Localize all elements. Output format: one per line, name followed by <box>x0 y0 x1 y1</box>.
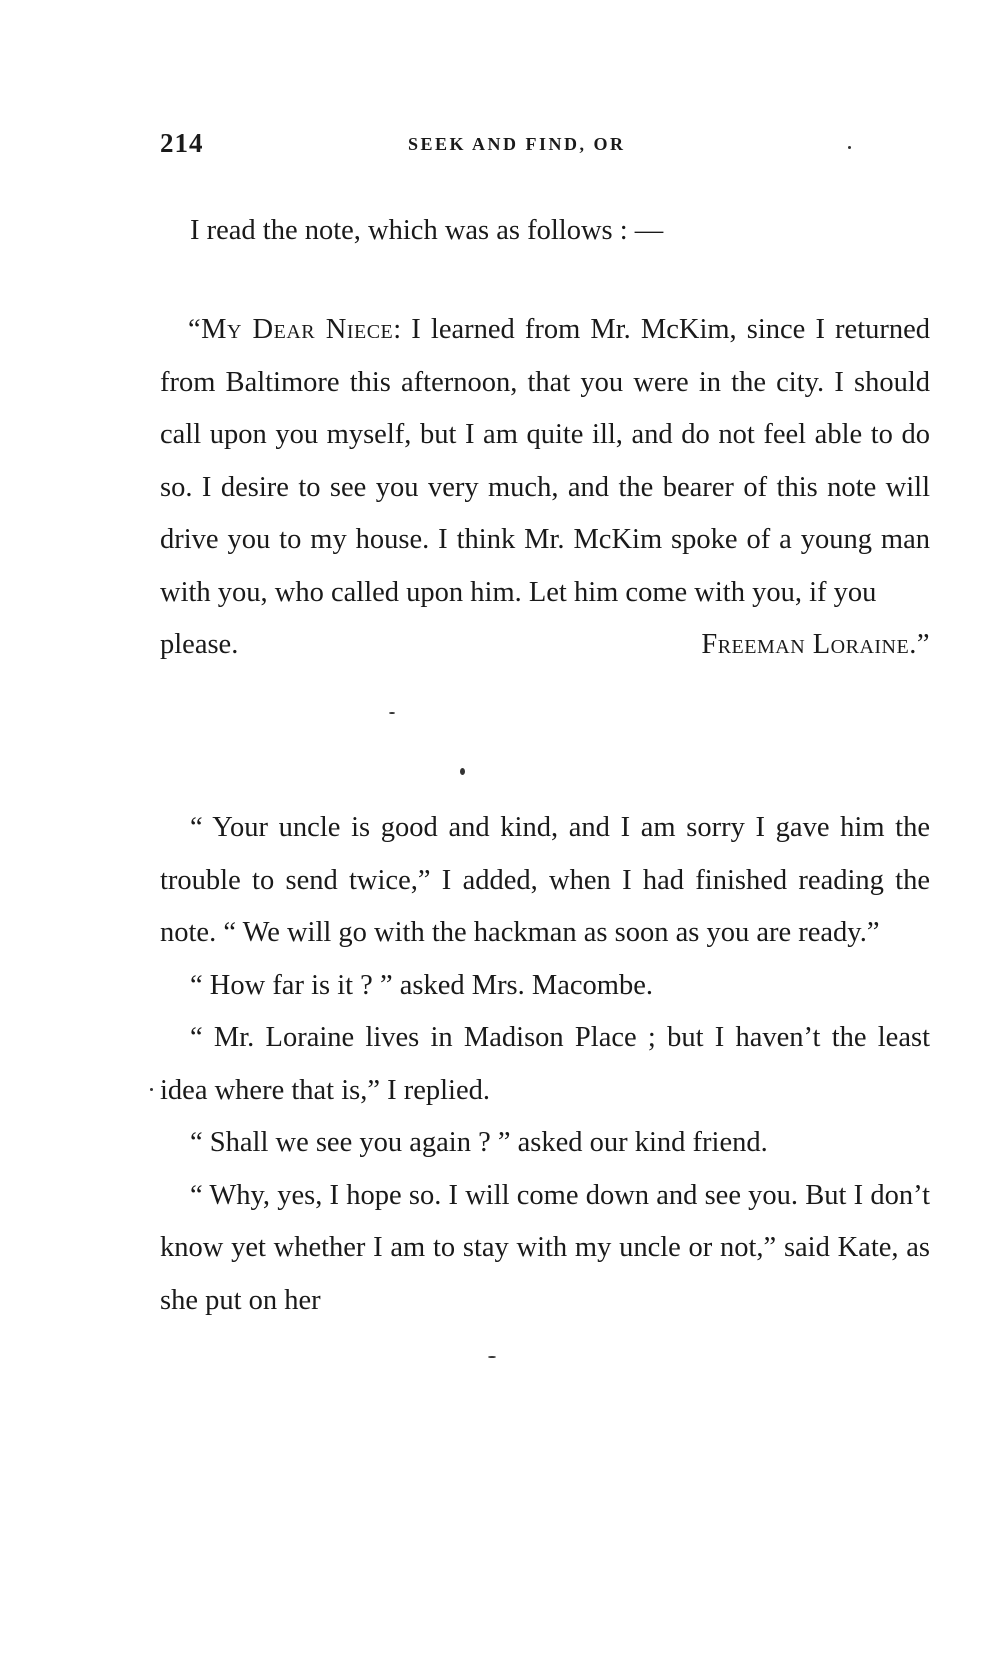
intro-line: I read the note, which was as follows : — <box>190 215 664 246</box>
letter-signature: Freeman Loraine.” <box>701 629 930 660</box>
page-header <box>160 128 930 168</box>
print-speck <box>150 1088 153 1091</box>
quoted-letter <box>160 304 930 672</box>
intro-paragraph <box>160 205 930 258</box>
narrative-text <box>160 802 930 1327</box>
letter-signature-line <box>160 619 930 672</box>
letter-text: : I learned from Mr. McKim, since I returned from Baltimore this afternoon, that you were in the city. I should call upon you myself, but I am quite ill, and do not feel able to do so. I desire to see you very much, and the bearer of this note will drive you to my house. I think Mr. McKim spoke of a young man with you, who called upon him. Let him come with you, if you <box>160 314 930 608</box>
paragraph: “ Shall we see you again ? ” asked our kind friend. <box>190 1127 768 1158</box>
letter-body <box>160 304 930 619</box>
paragraph: “ Your uncle is good and kind, and I am sorry I gave him the trouble to send twice,” I added, when I had finished reading the note. “ We will go with the hackman as soon as you are ready.” <box>160 812 930 948</box>
print-speck <box>389 712 395 714</box>
print-speck <box>488 1356 496 1358</box>
paragraph: “ Why, yes, I hope so. I will come down and see you. But I don’t know yet whether I am to stay with my uncle or not,” said Kate, as she put on her <box>160 1179 930 1316</box>
paragraph: “ Mr. Loraine lives in Madison Place ; but I haven’t the least idea where that is,” I replied. <box>160 1022 930 1106</box>
letter-salutation: “My Dear Niece <box>188 314 394 345</box>
print-speck <box>848 146 851 149</box>
print-speck <box>460 768 465 775</box>
letter-closing: please. <box>160 629 239 660</box>
paragraph: “ How far is it ? ” asked Mrs. Macombe. <box>190 969 653 1001</box>
page-number: 214 <box>160 128 204 158</box>
running-title: SEEK AND FIND, OR <box>408 134 626 154</box>
